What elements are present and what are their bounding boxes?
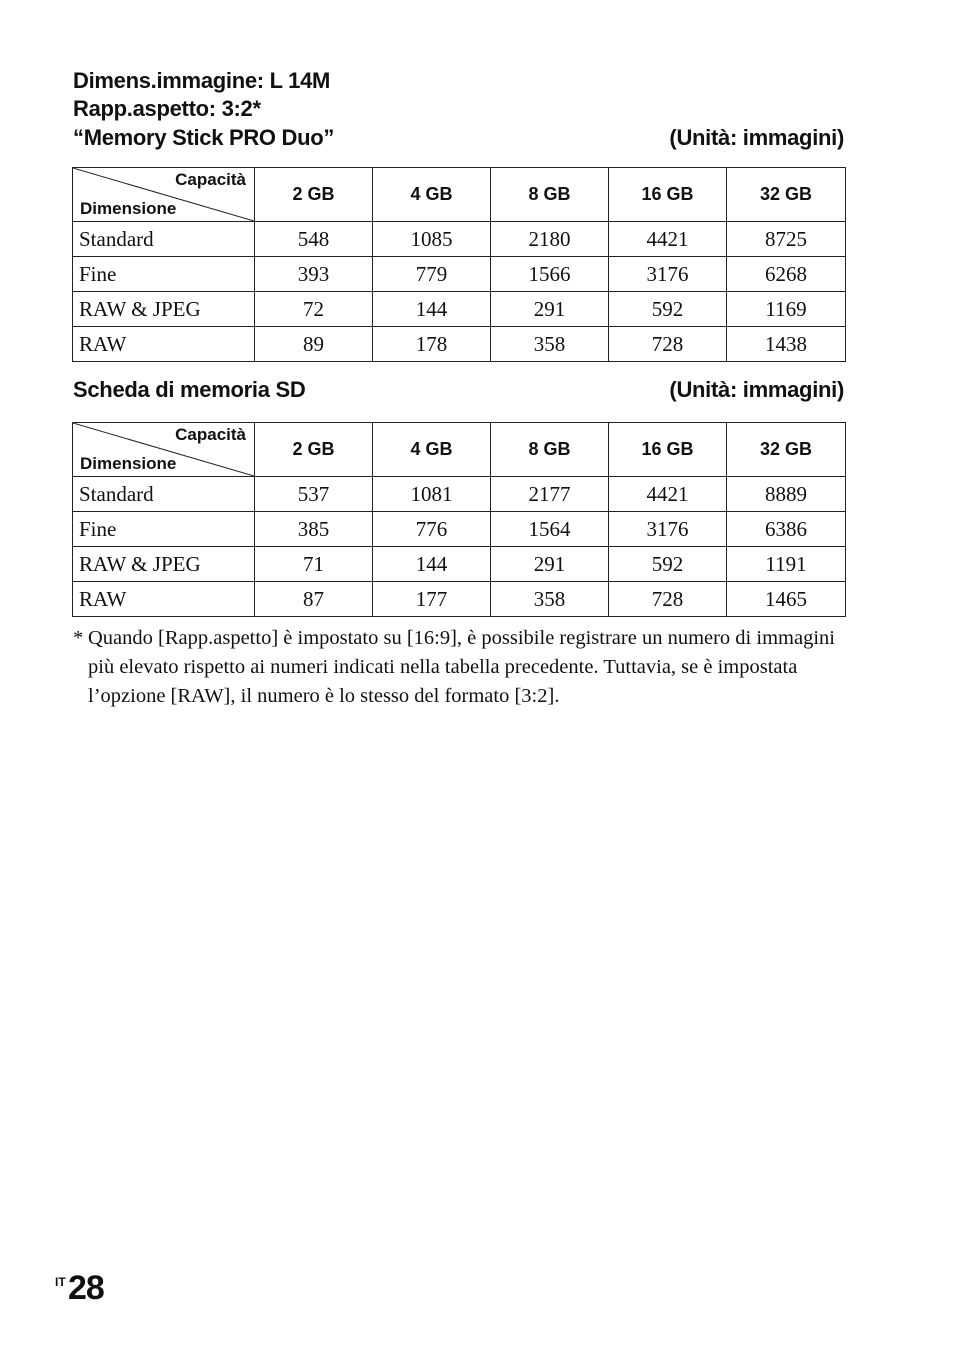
units-label: (Unità: immagini) — [669, 125, 844, 150]
table-cell: 6386 — [727, 512, 846, 547]
table-row — [73, 222, 846, 257]
column-header: 8 GB — [491, 168, 609, 222]
table-cell: 1081 — [373, 477, 491, 512]
table-cell: 358 — [491, 327, 609, 362]
table-cell: 144 — [373, 292, 491, 327]
table-cell: 291 — [491, 292, 609, 327]
table-cell: 4421 — [609, 477, 727, 512]
table-cell: 358 — [491, 582, 609, 617]
table-row — [73, 327, 846, 362]
language-code: IT — [55, 1275, 66, 1289]
column-header: 4 GB — [373, 168, 491, 222]
table-row — [73, 582, 846, 617]
column-header: 8 GB — [491, 423, 609, 477]
units-label: (Unità: immagini) — [669, 377, 844, 402]
table-cell: 592 — [609, 292, 727, 327]
table-row — [73, 257, 846, 292]
table-cell: 1564 — [491, 512, 609, 547]
table-row — [73, 477, 846, 512]
table-cell: 779 — [373, 257, 491, 292]
table-cell: 6268 — [727, 257, 846, 292]
table-row — [73, 547, 846, 582]
table-cell: 178 — [373, 327, 491, 362]
column-header: 4 GB — [373, 423, 491, 477]
memory-stick-capacity-table — [72, 167, 846, 362]
table-cell: 1438 — [727, 327, 846, 362]
sd-card-capacity-table — [72, 422, 846, 617]
row-label: Fine — [73, 512, 255, 547]
table-cell: 2177 — [491, 477, 609, 512]
footnote-text: Quando [Rapp.aspetto] è impostato su [16:9], è possibile registrare un numero di immagini più elevato rispetto ai numeri indicati nella tabella precedente. Tuttavia, se è impostata l’opzione [RAW], il numero è lo stesso del formato [3:2]. — [88, 627, 835, 707]
capacity-label: Capacità — [175, 425, 246, 444]
column-header: 32 GB — [727, 423, 846, 477]
table-cell: 8725 — [727, 222, 846, 257]
aspect-ratio-footnote — [73, 624, 853, 711]
table-cell: 592 — [609, 547, 727, 582]
table-cell: 1566 — [491, 257, 609, 292]
page-number-value: 28 — [68, 1269, 104, 1307]
column-header: 16 GB — [609, 423, 727, 477]
table-cell: 1465 — [727, 582, 846, 617]
dimension-label: Dimensione — [80, 454, 177, 473]
capacity-label: Capacità — [175, 170, 246, 189]
table-cell: 1085 — [373, 222, 491, 257]
diagonal-header-cell — [73, 168, 255, 222]
row-label: RAW — [73, 327, 255, 362]
table-cell: 537 — [255, 477, 373, 512]
row-label: Standard — [73, 222, 255, 257]
table-cell: 8889 — [727, 477, 846, 512]
column-header: 2 GB — [255, 168, 373, 222]
table-cell: 177 — [373, 582, 491, 617]
table-row — [73, 512, 846, 547]
table-cell: 87 — [255, 582, 373, 617]
table-row — [73, 292, 846, 327]
column-header: 16 GB — [609, 168, 727, 222]
table-cell: 385 — [255, 512, 373, 547]
table-cell: 72 — [255, 292, 373, 327]
media-type-heading: “Memory Stick PRO Duo” — [73, 125, 335, 150]
table-cell: 89 — [255, 327, 373, 362]
row-label: Fine — [73, 257, 255, 292]
table-cell: 144 — [373, 547, 491, 582]
column-header: 2 GB — [255, 423, 373, 477]
table-cell: 4421 — [609, 222, 727, 257]
table-cell: 291 — [491, 547, 609, 582]
image-size-heading: Dimens.immagine: L 14M — [73, 68, 331, 93]
table-cell: 71 — [255, 547, 373, 582]
footnote-marker: * — [73, 627, 84, 649]
aspect-ratio-heading: Rapp.aspetto: 3:2* — [73, 96, 261, 121]
table-cell: 3176 — [609, 512, 727, 547]
dimension-label: Dimensione — [80, 199, 177, 218]
sd-card-heading: Scheda di memoria SD — [73, 377, 306, 402]
table-cell: 3176 — [609, 257, 727, 292]
row-label: RAW & JPEG — [73, 547, 255, 582]
table-cell: 776 — [373, 512, 491, 547]
table-cell: 393 — [255, 257, 373, 292]
table-cell: 1169 — [727, 292, 846, 327]
row-label: Standard — [73, 477, 255, 512]
table-cell: 1191 — [727, 547, 846, 582]
diagonal-header-cell — [73, 423, 255, 477]
row-label: RAW — [73, 582, 255, 617]
table-cell: 728 — [609, 327, 727, 362]
table-cell: 2180 — [491, 222, 609, 257]
column-header: 32 GB — [727, 168, 846, 222]
table-cell: 728 — [609, 582, 727, 617]
row-label: RAW & JPEG — [73, 292, 255, 327]
table-cell: 548 — [255, 222, 373, 257]
